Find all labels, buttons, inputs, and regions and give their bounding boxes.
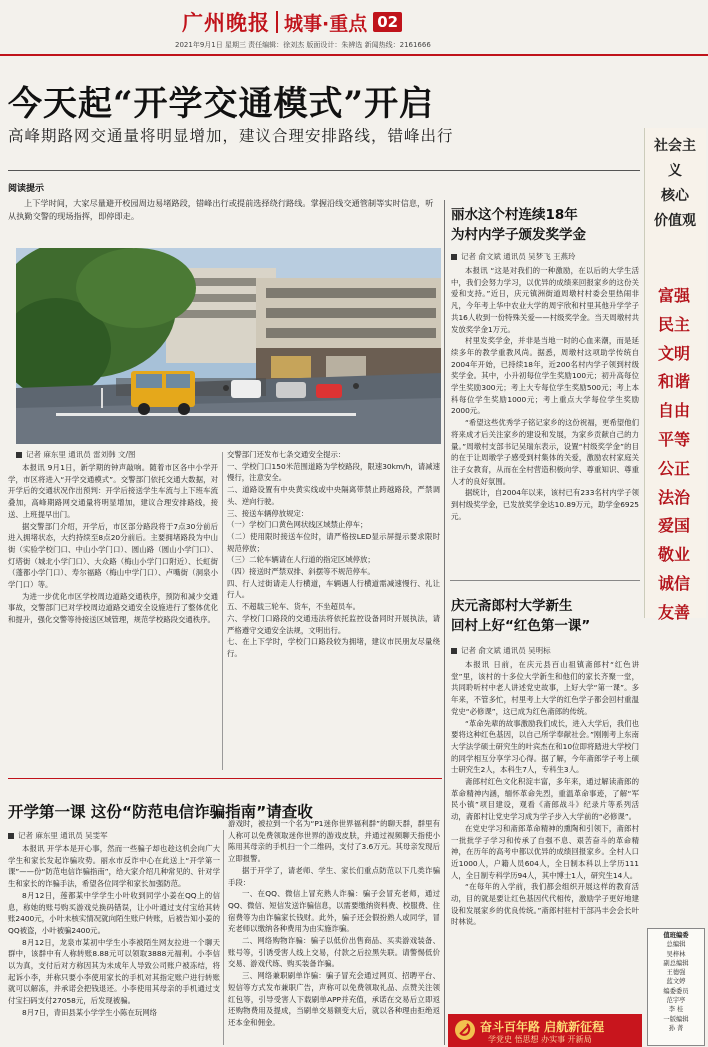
fraud-story-byline [8,830,108,841]
fraud-story-paragraph: 三、网络兼职刷单诈骗：骗子冒充会通过网页、招聘平台、短信等方式发布兼职广告，声称可以免费领取礼品、点赞关注领红包等，引导受害人下载刷单APP并充值，承诺在交易后立即返还购物费用及提成，当刷单交易额变大后，就以各种理由拒绝返还本金和佣金。 [228,971,440,1027]
party-title-line: 庆元斋郎村大学新生 [451,598,573,614]
reading-tip-text: 上下学时间，大家尽量避开校园周边易堵路段，错峰出行或提前选择绕行路线。掌握沿线交通管制等实时信息，听从执勤交警的现场指挥，即停即走。 [8,198,434,221]
headline-rule [8,170,640,171]
main-story-paragraph: 据交警部门介绍，开学后，市区部分路段将于7点30分前后进入拥堵状态，大约持续至8点20分前后。主要拥堵路段为中山街（实验学校门口、中山小学门口）、圆山路（圆山小学门口）、灯塔街（城北小学门口）、大众路（梅山小学门口附近）、长虹街（蓬都小学门口）、寿尔福路（梅山中学门口）、卢嘴街（洞泉小学门口）等。 [8,521,218,590]
story-separator [450,580,640,581]
party-story-paragraph: “在每年的入学前，我们都会组织开展这样的教育活动，目的就是要让红色基因代代相传，激励学子更好地建设和发展家乡的优良传统。”斋郎村驻村干部冯丰会会长叶时林说。 [451,882,639,927]
column-divider [222,452,223,770]
core-value: 文明 [657,343,690,363]
village-story-byline [451,251,576,262]
main-story-column-2 [227,449,440,774]
masthead-divider [276,11,278,33]
editor-line: 副总编辑 [663,959,689,967]
safety-tip: 三、接送车辆停放规定： [227,508,309,518]
safety-tip: （一）学校门口黄色网状线区域禁止停车； [227,520,368,530]
safety-tip: 五、不超载三轮车、货车，不坐超员车。 [227,602,361,612]
reading-tip-label: 阅读提示 [8,184,45,194]
main-story-byline [16,449,136,460]
fraud-story-paragraph: 本报讯 开学本是开心事，然而一些骗子却也趁这机会向广大学生和家长发起诈骗攻势。丽水市反诈中心在此送上“开学第一课”——份“防范电信诈骗指南”，给大家介绍几种常见的、针对学生和家长的诈骗手法，希望各位同学和家长加强防范。 [8,844,220,889]
column-divider [223,830,224,1045]
section-name: 城事·重点 [284,12,368,35]
masthead-rule [0,54,708,56]
editor-line: 吴梓林 [666,950,686,958]
party-story-byline-text: 记者 俞文斌 通讯员 吴明标 [461,646,551,655]
party-story-title [451,596,590,636]
main-right-divider [444,200,445,1045]
core-value: 公正 [657,458,690,478]
fraud-story-paragraph: 8月12日，龙泉市某初中学生小李被陌生网友拉进一个聊天群中，该群中有人称转账8.88元可以领取3888元福利。小李信以为真，支付后对方称因其为未成年人导致公司账户被冻结，将起诉小李，并称只要小李使用家长的手机对其指定账户进行转账就可以解冻，并承诺会把钱退还。小李使用其母亲的手机通过支付宝扫码支付27058元，后发现被骗。 [8,937,220,1006]
editor-line: 王德强 [666,969,686,977]
safety-tip: 四、行人过街请走人行横道，车辆遇人行横道需减速慢行、礼让行人。 [227,578,440,600]
main-story-column-1 [8,462,218,774]
safety-tip: （二）使用限时接送车位时，请严格按LED显示屏提示要求限时规范停放； [227,531,440,553]
party-story-paragraph: 斋郎村红色文化积淀丰富，多年来，通过解读斋郎的革命精神内涵，缅怀革命先烈，重温革命事迹，了解“军民小镇”项目建设，观看《斋郎战斗》纪录片等系列活动，斋郎村让党史学习成为学子步入大学前的“必修课”。 [451,777,639,822]
safety-tip: 七、在上下学时，学校门口路段较为拥堵，建议市民朋友尽量绕行。 [227,637,440,658]
main-story-paragraph: 本报讯 9月1日，新学期的钟声敲响。随着市区各中小学开学，市区将进入“开学交通模式”。交警部门依托交通大数据，对开学后的交通状况作出预判：开学后接送学生车流与上下班车流叠加，高峰期路网交通量将明显增加，建议合理安排路线，接送、上班提早出门。 [8,463,218,519]
core-value: 富强 [657,286,690,305]
core-value: 平等 [657,429,690,449]
page-number: 02 [373,12,402,32]
issue-info: 2021年9月1日 星期三 责任编辑：徐刘杰 版面设计：朱辨选 新闻热线：2161666 [175,41,431,49]
banner-slogan: 奋斗百年路 启航新征程 [480,1020,605,1034]
core-value: 法治 [657,487,690,507]
safety-tips-intro: 交警部门还发布七条交通安全提示： [227,450,346,459]
values-title-line: 社会主义 [654,138,696,179]
party-story-paragraph: “革命先辈的故事激励我们成长，进入大学后，我们也要将这种红色基因，以自己所学奉献社会。”刚刚考上东南大学法学硕士研究生的叶宾杰在和10位即将踏进大学校门的同学相互分享学习心得。据了解，今年斋郎学子考上硕士研究生2人，本科生7人，专科生3人。 [451,718,639,775]
school-street-photo [16,248,441,444]
village-story-paragraph: 村里发奖学金，并非是当地一时的心血来潮，而是延续多年的教学重教风尚。据悉，周墩村这项助学传统自2004年开始，已持续18年，近200名村内学子领到村级奖学金。其中，小升初每位学生奖励100元；初升高每位学生奖励300元；考上大专每位学生奖励500元；考上本科每位学生奖励1000元；考上重点大学每位学生奖励2000元。 [451,336,639,416]
village-story-paragraph: “希望这些优秀学子铭记家乡的这份祝福，更希望他们将来成才后关注家乡的建设和发展，为家乡贡献自己的力量。”周墩村支部书记吴瑞东表示，设置“村级奖学金”的目的在于让周墩学子感受到村集体的关爱，激励农村家庭关注子女教育，从而在全村营造积极向学、尊重知识、尊重人才的良好氛围。 [451,418,639,486]
banner-subslogan: 学党史 悟思想 办实事 开新局 [488,1035,592,1044]
editors-box [647,928,705,1046]
page-subheadline: 高峰期路网交通量将明显增加，建议合理安排路线，错峰出行 [8,127,454,145]
party-title-line: 回村上好“红色第一课” [451,618,591,634]
fraud-story-paragraph: 一、在QQ、微信上冒充熟人诈骗：骗子会冒充老师，通过QQ、微信、短信发送诈骗信息，以需要缴纳资料费、校服费、住宿费等为由诈骗家长钱财。此外，骗子还会假扮熟人或同学，冒充老师以缴纳各种费用为由实施诈骗。 [228,889,440,934]
editor-line: 值班编委 [663,932,689,939]
core-value: 民主 [657,314,690,334]
editor-line: 编委委员 [663,987,689,995]
editor-line: 范宇亭 [666,997,686,1005]
village-story-byline-text: 记者 俞文斌 通讯员 吴梦飞 王燕玲 [461,252,576,261]
party-emblem-icon [454,1019,476,1041]
village-story-paragraph: 据统计，自2004年以来，该村已有233名村内学子领到村级奖学金，已发放奖学金达10.89万元，助学金6925元。 [451,488,639,521]
fraud-story-paragraph: 游戏时，被拉到一个名为“P1迷你世界福利群”的聊天群，群里有人称可以免费领取迷你世界的游戏皮肤，并通过视频聊天指使小陈用其母亲的手机扫一个二维码，支付了3.6万元。其母亲发现后立即报警。 [228,819,440,864]
values-sidebar-title [650,134,700,234]
core-value: 和谐 [657,372,690,392]
centennial-banner [448,1014,642,1047]
byline-square-icon [16,452,22,458]
main-story-byline-text: 记者 麻东里 通讯员 雷刘韩 文/图 [26,450,136,459]
party-story-paragraph: 本报讯 日前，在庆元县百山祖镇斋郎村“红色讲堂”里，该村的十多位大学新生和他们的家长齐聚一堂，共同聆听村中老人讲述党史故事，上好大学“第一课”。多年来，不管多忙，村里考上大学的红色学子都会回村重温党史“必修课”，这已成为红色斋郎的传统。 [451,660,639,716]
values-title-line: 核心 [661,188,689,204]
core-value: 自由 [657,401,690,421]
party-story-byline [451,645,551,656]
editor-line: 孙 菁 [668,1024,684,1032]
safety-tip: 一、学校门口150米范围道路为学校路段，限速30km/h，请减速慢行，注意安全。 [227,461,440,483]
party-story-paragraph: 在党史学习和斋郎革命精神的熏陶和引领下，斋郎村一批批学子学习和传承了自强不息、艰苦奋斗的革命精神，在历年的高考中都以优异的成绩回报家乡。全村人口近1000人，户籍人员604人，全日制本科以上学历111人，全日制专科学历94人，其中博士1人，研究生14人。 [451,823,639,880]
village-story-paragraph: 本报讯 “这是对我们的一种激励，在以后的大学生活中，我们会努力学习，以优异的成绩来回报家乡的这份关爱和支持。”近日，庆元镇洲街道周墩村村委会里热闹非凡，今年考上华中农业大学的周宇欣和村里其他升学学子共16人收到一份特殊关爱——村级奖学金。当天周墩村共发放奖学金1万元。 [451,266,639,334]
core-values-list [648,282,700,628]
fraud-story-paragraph: 8月7日，青田县某小学学生小陈在玩网络 [22,1007,158,1017]
fraud-story-column-2 [228,818,440,1047]
editor-line: 李 桂 [668,1006,684,1014]
core-value: 爱国 [657,516,690,536]
masthead [182,8,402,36]
safety-tip: 六、学校门口路段的交通违法将依托监控设备同时开展执法，请严格遵守交通安全法规，文明出行。 [227,613,440,635]
editor-line: 蓝文婷 [666,978,686,986]
fraud-story-top-rule [8,778,442,779]
safety-tip: 二、道路设置有中央黄实线或中央隔离带禁止跨越路段，严禁调头、逆向行驶。 [227,485,440,506]
byline-square-icon [451,254,457,260]
fraud-story-column-1 [8,843,220,1047]
village-title-line: 为村内学子颁发奖学金 [451,227,586,243]
editor-line: 一版编辑 [663,1015,689,1023]
main-story-paragraph: 为进一步优化市区学校周边道路交通秩序，预防和减少交通事故，交警部门已对学校周边道路交通安全设施进行了整体优化和提升，强化交警等待接送区域管理，规范学校路段交通秩序。 [8,591,218,625]
core-value: 敬业 [657,545,690,565]
byline-square-icon [8,833,14,839]
village-title-line: 丽水这个村连续18年 [451,207,578,223]
byline-square-icon [451,648,457,654]
page-headline: 今天起“开学交通模式”开启 [8,84,435,124]
fraud-story-title: 开学第一课 这份“防范电信诈骗指南”请查收 [8,803,313,821]
fraud-story-paragraph: 二、网络购物诈骗：骗子以低价出售商品、买卖游戏装备、账号等，引诱受害人线上交易，付款之后拉黑失联。请警惕低价交易、游戏代练、购买装备诈骗。 [228,936,440,969]
party-story-body [451,659,639,1011]
safety-tip: （四）接送时严禁双排、斜摆等不规范停车。 [227,567,375,577]
fraud-story-paragraph: 8月12日，莲都某中学学生小叶收到同学小姜在QQ上的信息，称她的账号购买游戏兑换码错误，让小叶通过支付宝给其转账2400元，小叶未核实情况就向陌生账户转账，后被告知小姜的QQ被盗，小叶被骗2400元。 [8,890,220,935]
fraud-story-byline-text: 记者 麻东里 通讯员 吴雯军 [18,831,108,840]
village-story-title [451,205,586,245]
newspaper-brand: 广州晚报 [182,10,270,35]
fraud-story-paragraph: 据于开学了，请老师、学生、家长们重点防范以下几类诈骗手段： [228,865,440,887]
editor-line: 总编辑 [666,941,686,949]
core-value: 诚信 [657,573,690,593]
core-value: 友善 [657,602,690,622]
village-story-body [451,265,639,577]
safety-tip: （三）二轮车辆请在人行道的指定区域停放； [227,555,375,565]
values-title-line: 价值观 [654,213,696,229]
street-scene-illustration [16,248,441,444]
